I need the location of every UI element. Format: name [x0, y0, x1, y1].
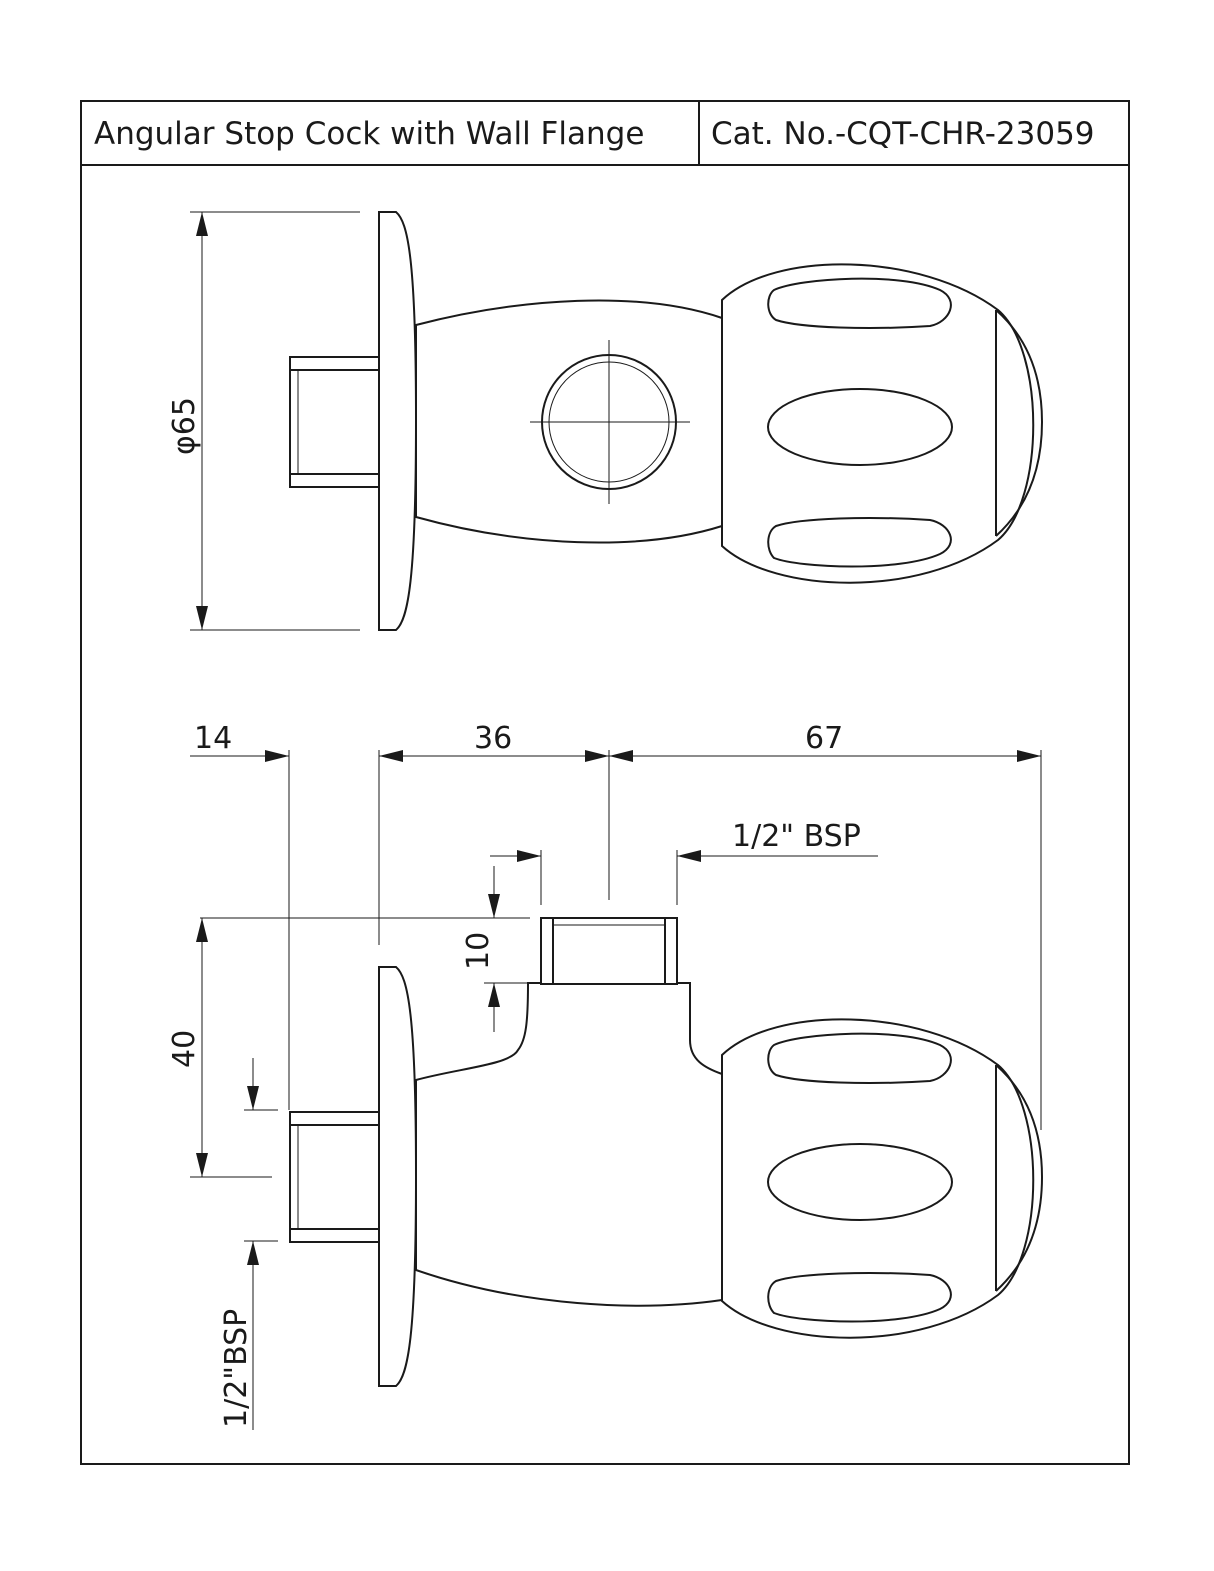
dim-inlet-length-label: 14 — [194, 721, 233, 756]
top-knob — [722, 264, 1042, 582]
dim-outlet-to-knob-label: 67 — [805, 721, 844, 756]
side-inlet-thread — [290, 1112, 380, 1242]
dim-flange-diameter-label: φ65 — [167, 397, 202, 455]
top-view — [167, 212, 1042, 630]
drawing-title: Angular Stop Cock with Wall Flange — [94, 116, 645, 152]
outlet-height-label: 10 — [461, 931, 496, 970]
inlet-thread-label: 1/2"BSP — [219, 1308, 254, 1428]
inlet-to-outlet-height-label: 40 — [167, 1029, 202, 1068]
catalog-number: Cat. No.-CQT-CHR-23059 — [711, 116, 1095, 152]
dim-outlet-thread — [490, 850, 878, 905]
outlet-thread-label: 1/2" BSP — [732, 819, 861, 854]
side-knob — [722, 1019, 1042, 1337]
dim-body-to-outlet-label: 36 — [474, 721, 513, 756]
top-inlet-thread — [290, 357, 380, 487]
side-view — [167, 721, 1042, 1430]
side-outlet-thread — [541, 918, 677, 984]
side-wall-flange — [379, 967, 416, 1386]
top-wall-flange — [379, 212, 416, 630]
dim-inlet-to-outlet-height — [190, 918, 272, 1177]
